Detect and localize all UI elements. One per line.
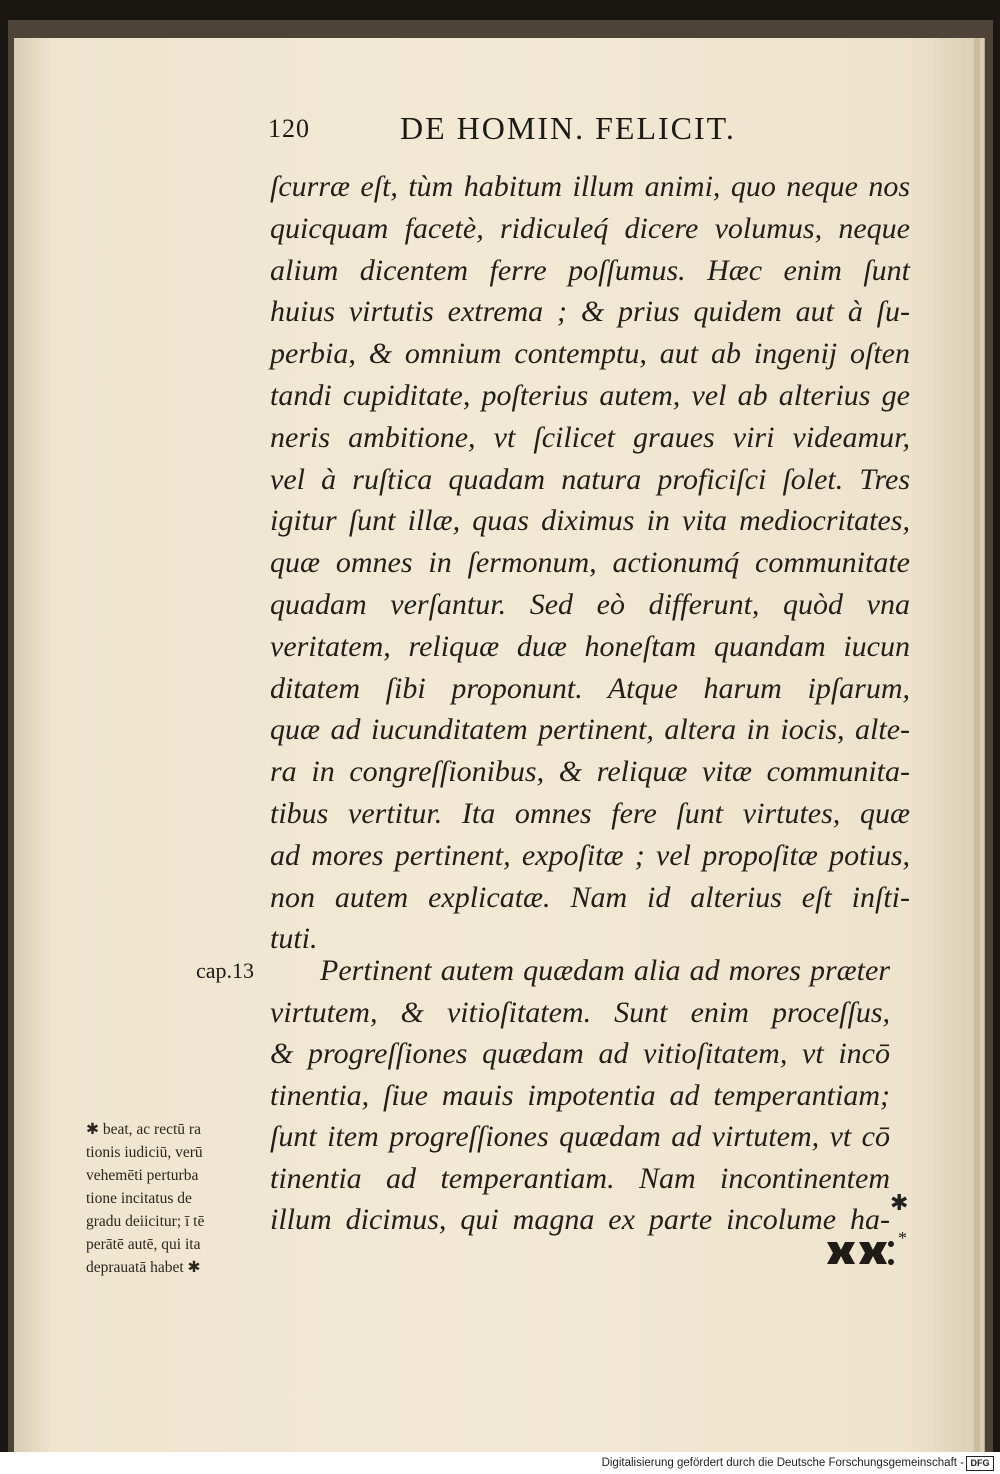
dfg-logo: DFG <box>966 1456 994 1471</box>
text-line: ſcurræ eſt, tùm habitum illum animi, quo neque nos <box>270 170 910 203</box>
marginal-note-line: perātē autē, qui ita <box>86 1236 201 1253</box>
running-head <box>268 110 798 144</box>
text-line: ad mores pertinent, expoſitæ ; vel propoſitæ potius, <box>270 838 910 872</box>
star-mark-icon: * <box>898 1228 907 1248</box>
text-line: perbia, & omnium contemptu, aut ab ingenij oſten <box>270 337 910 371</box>
text-line: tuti. <box>270 922 318 956</box>
marginal-note-line: tionis iudiciū, verū <box>86 1144 203 1161</box>
text-line: quæ ad iucunditatem pertinent, altera in iocis, alte- <box>270 713 910 747</box>
text-line: neris ambitione, vt ſcilicet graues viri videamur, <box>270 420 910 454</box>
chapter-marginal: cap.13 <box>196 958 255 983</box>
text-line: Pertinent autem quædam alia ad mores præter <box>320 954 890 987</box>
catchword-ornament-icon <box>823 1236 895 1270</box>
footer-bar <box>0 1452 1000 1474</box>
text-line: illum dicimus, qui magna ex parte incolume ha- <box>270 1203 890 1236</box>
text-line: quæ omnes in ſermonum, actionumq́ communitate <box>270 546 910 580</box>
text-line: ditatem ſibi proponunt. Atque harum ipſarum, <box>270 671 910 705</box>
marginal-note-line: tione incitatus de <box>86 1190 192 1207</box>
text-line: ſunt item progreſſiones quædam ad virtutem, vt cō <box>270 1120 890 1153</box>
marginal-note-line: deprauatā habet ✱ <box>86 1259 201 1276</box>
text-line: tibus vertitur. Ita omnes fere ſunt virtutes, quæ <box>270 796 910 830</box>
text-line: quadam verſantur. Sed eò differunt, quòd vna <box>270 587 910 621</box>
running-title: DE HOMIN. FELICIT. <box>400 110 736 146</box>
text-line: alium dicentem ferre poſſumus. Hæc enim ſunt <box>270 253 910 287</box>
text-line: virtutem, & vitioſitatem. Sunt enim proceſſus, <box>270 995 890 1029</box>
paragraph-2 <box>270 950 890 1241</box>
paragraph-1 <box>270 166 910 960</box>
text-line: ra in congreſſionibus, & reliquæ vitæ communita- <box>270 755 910 789</box>
marginal-note-line: vehemēti perturba <box>86 1167 199 1184</box>
asterisk-mark-icon: ✱ <box>890 1190 909 1215</box>
text-line: tinentia ad temperantiam. Nam incontinentem <box>270 1161 890 1195</box>
text-line: non autem explicatæ. Nam id alterius eſt inſti- <box>270 880 910 914</box>
funding-credit: Digitalisierung gefördert durch die Deutsche Forschungsgemeinschaft - <box>601 1457 964 1469</box>
marginal-note-line: gradu deiicitur; ī tē <box>86 1213 205 1230</box>
page-number: 120 <box>268 114 310 143</box>
text-line: vel à ruſtica quadam natura proficiſci ſolet. Tres <box>270 462 910 496</box>
text-line: tandi cupiditate, poſterius autem, vel ab alterius ge <box>270 378 910 412</box>
marginal-note-line: ✱ beat, ac rectū ra <box>86 1121 201 1138</box>
text-line: huius virtutis extrema ; & prius quidem aut à ſu- <box>270 295 910 329</box>
text-line: quicquam facetè, ridiculeq́ dicere volumus, neque <box>270 211 910 245</box>
page-edge <box>974 38 980 1468</box>
text-line: igitur ſunt illæ, quas diximus in vita mediocritates, <box>270 504 910 538</box>
marginal-note <box>86 1118 266 1279</box>
text-line: & progreſſiones quædam ad vitioſitatem, vt incō <box>270 1037 890 1070</box>
text-line: veritatem, reliquæ duæ honeſtam quandam iucun <box>270 629 910 663</box>
text-line: tinentia, ſiue mauis impotentia ad temperantiam; <box>270 1078 890 1112</box>
